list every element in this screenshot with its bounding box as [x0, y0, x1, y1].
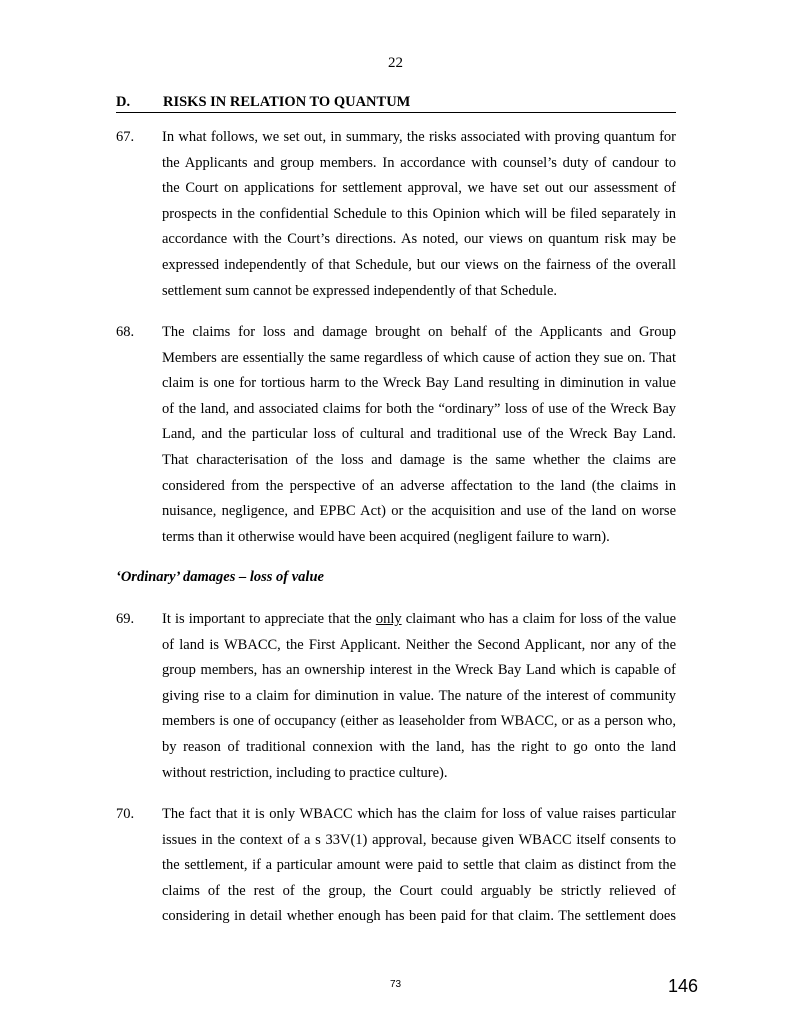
stamp-number: 146: [668, 976, 699, 996]
paragraph-text: [162, 802, 676, 930]
text-line: considering in detail whether enough has been paid for that claim. The settlement does: [162, 908, 676, 925]
text-line: settlement sum cannot be expressed independently of that Schedule.: [162, 282, 558, 299]
underlined-word: only: [375, 611, 402, 627]
paragraph-68: [116, 320, 676, 550]
paragraph-number: 69.: [116, 611, 135, 627]
text-line: In what follows, we set out, in summary, the risks associated with proving quantum for: [162, 129, 676, 145]
text-line: The fact that it is only WBACC which has the claim for loss of value raises particular: [162, 806, 676, 822]
text-line: nuisance, negligence, and EPBC Act) or the acquisition and use of the land on worse: [162, 503, 676, 520]
paragraph-number: 68.: [116, 324, 135, 340]
paragraph-number: 67.: [116, 129, 135, 145]
page-number: 22: [388, 55, 403, 71]
text-fragment: It is important to appreciate that the: [162, 611, 376, 627]
text-line: terms than it otherwise would have been acquired (negligent failure to warn).: [162, 528, 610, 545]
footer-page-number: 73: [389, 979, 402, 990]
text-line: prospects in the confidential Schedule to this Opinion which will be filed separately in: [162, 205, 676, 222]
paragraph-text: [162, 320, 676, 550]
paragraph-70: [116, 802, 676, 930]
text-line: group members, has an ownership interest in the Wreck Bay Land which is capable of: [162, 662, 676, 679]
text-line: [162, 607, 676, 633]
text-line: The claims for loss and damage brought on behalf of the Applicants and Group: [162, 324, 676, 340]
paragraph-text: [162, 125, 676, 304]
text-line: without restriction, including to practice culture).: [162, 764, 448, 781]
text-line: claim is one for tortious harm to the Wreck Bay Land resulting in diminution in value: [162, 375, 676, 392]
text-line: claims of the rest of the group, the Court could arguably be strictly relieved of: [162, 882, 676, 899]
paragraph-number: 70.: [116, 806, 135, 822]
subheading: ‘Ordinary’ damages – loss of value: [116, 569, 324, 585]
text-line: accordance with the Court’s directions. As noted, our views on quantum risk may be: [162, 231, 676, 248]
text-line: Land, and the particular loss of cultural and traditional use of the Wreck Bay Land.: [162, 426, 676, 443]
section-heading: [116, 94, 676, 113]
text-line: giving rise to a claim for diminution in value. The nature of the interest of community: [162, 687, 676, 704]
paragraph-67: [116, 125, 676, 304]
text-line: of the land, and associated claims for both the “ordinary” loss of use of the Wreck Bay: [162, 400, 676, 417]
text-line: issues in the context of a s 33V(1) approval, because given WBACC itself consents to: [162, 831, 676, 848]
text-line: the Court on applications for settlement approval, we have set out our assessment of: [162, 180, 676, 197]
text-line: Members are essentially the same regardless of which cause of action they sue on. That: [162, 349, 676, 366]
paragraph-text: [162, 607, 676, 786]
text-line: the settlement, if a particular amount were paid to settle that claim as distinct from the: [162, 857, 676, 874]
paragraph-69: [116, 607, 676, 786]
text-line: That characterisation of the loss and damage is the same whether the claims are: [162, 451, 676, 468]
text-line: by reason of traditional connexion with the land, has the right to go onto the land: [162, 738, 676, 755]
text-line: considered from the perspective of an adverse affectation to the land (the claims in: [162, 477, 676, 494]
text-line: the Applicants and group members. In accordance with counsel’s duty of candour to: [162, 154, 676, 171]
section-title: RISKS IN RELATION TO QUANTUM: [163, 94, 411, 110]
text-fragment: claimant who has a claim for loss of the value: [401, 611, 677, 627]
text-line: expressed independently of that Schedule, but our views on the fairness of the overall: [162, 256, 676, 273]
text-line: members is one of occupancy (either as leaseholder from WBACC, or as a person who,: [162, 713, 676, 730]
text-line: of land is WBACC, the First Applicant. Neither the Second Applicant, nor any of the: [162, 636, 676, 653]
section-letter: D.: [116, 94, 131, 110]
